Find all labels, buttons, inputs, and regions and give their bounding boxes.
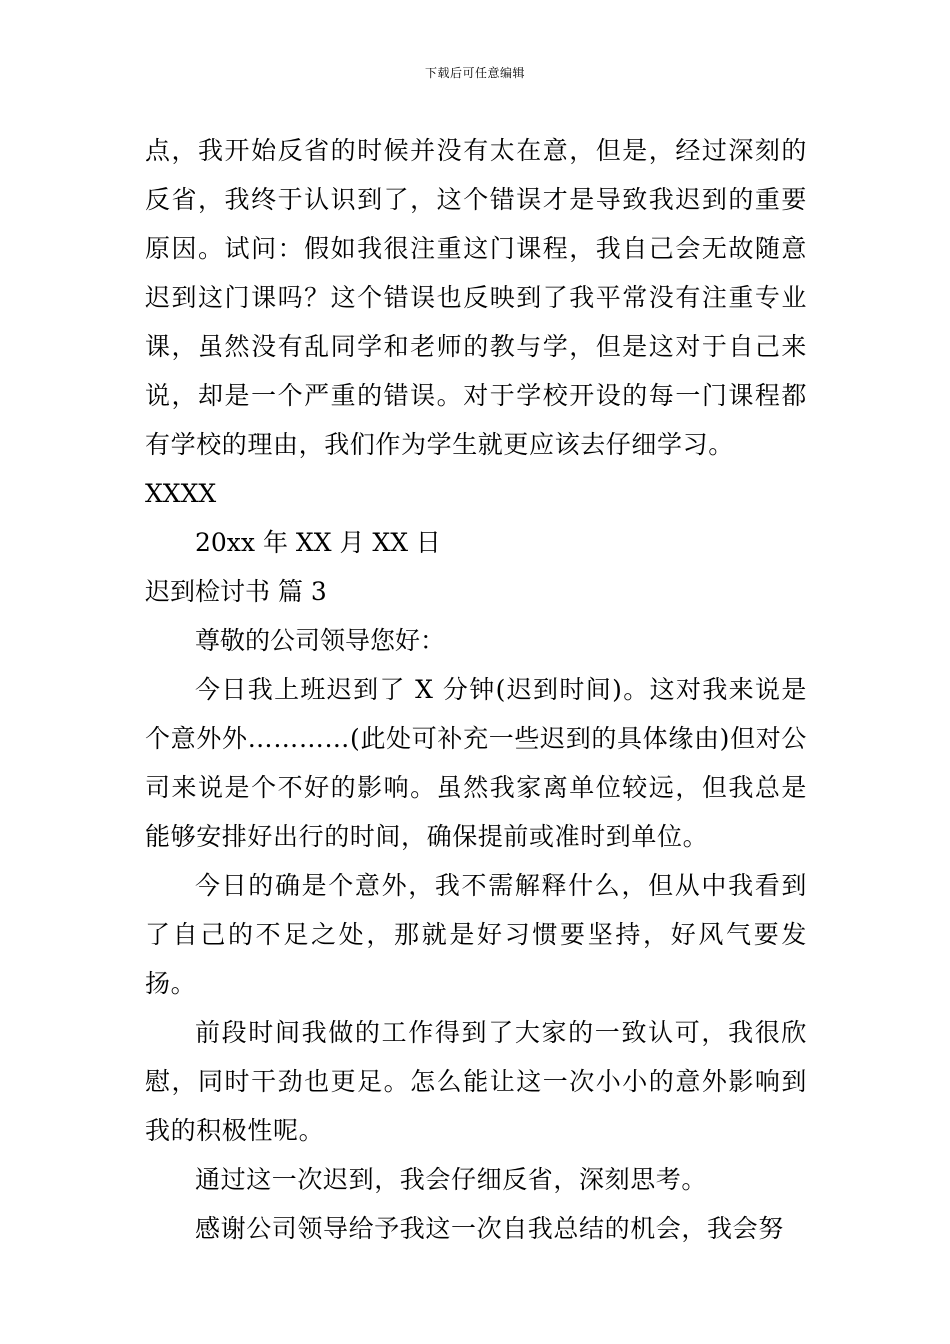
section-title: 迟到检讨书 篇 3: [145, 577, 327, 606]
paragraph-3: 今日的确是个意外，我不需解释什么，但从中我看到了自己的不足之处，那就是好习惯要坚持，好风气要发扬。: [145, 871, 807, 998]
salutation: 尊敬的公司领导您好：: [195, 626, 446, 655]
paragraph-2: 今日我上班迟到了 X 分钟(迟到时间)。这对我来说是个意外外…………(此处可补充一些迟到的具体缘由)但对公司来说是个不好的影响。虽然我家离单位较远，但我总是能够安排好出行的时间，确保提前或准时到单位。: [145, 675, 807, 851]
document-body: [145, 126, 807, 1253]
paragraph-continuation: 点，我开始反省的时候并没有太在意，但是，经过深刻的反省，我终于认识到了，这个错误才是导致我迟到的重要原因。试问：假如我很注重这门课程，我自己会无故随意迟到这门课吗？这个错误也反映到了我平常没有注重专业课，虽然没有乱同学和老师的教与学，但是这对于自己来说，却是一个严重的错误。对于学校开设的每一门课程都有学校的理由，我们作为学生就更应该去仔细学习。: [145, 136, 807, 459]
signature: XXXX: [145, 479, 217, 508]
paragraph-5: 通过这一次迟到，我会仔细反省，深刻思考。: [195, 1165, 708, 1194]
date-line: 20xx 年 XX 月 XX 日: [195, 528, 441, 557]
header-note: 下载后可任意编辑: [424, 66, 525, 80]
paragraph-4: 前段时间我做的工作得到了大家的一致认可，我很欣慰，同时干劲也更足。怎么能让这一次小小的意外影响到我的积极性呢。: [145, 1018, 807, 1145]
paragraph-6: 感谢公司领导给予我这一次自我总结的机会，我会努: [195, 1214, 784, 1243]
